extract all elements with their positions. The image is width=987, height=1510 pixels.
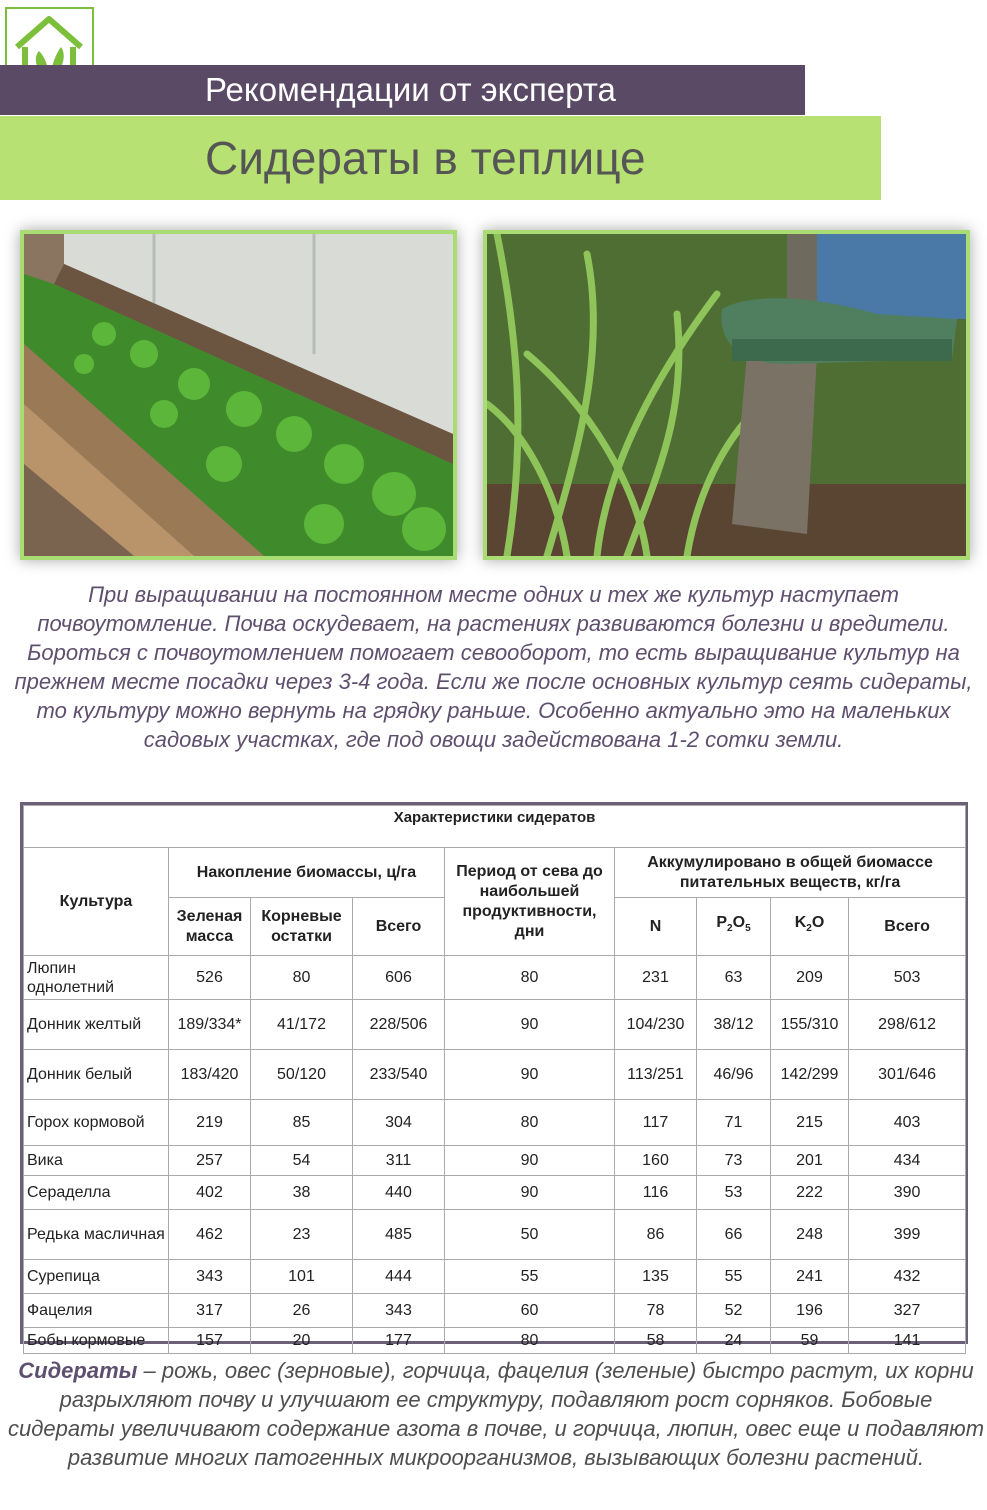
cell-total: 233/540 [353,1050,445,1100]
cell-name: Вика [24,1146,169,1176]
cell-green: 183/420 [169,1050,251,1100]
cell-sum: 390 [849,1176,966,1210]
cell-period: 60 [445,1294,615,1328]
cell-n: 86 [615,1210,697,1260]
cell-root: 41/172 [251,1000,353,1050]
greenhouse-seedlings-photo [20,230,457,560]
cell-name: Донник желтый [24,1000,169,1050]
col-p2o5: $P_2O_5$ [697,898,771,956]
cell-green: 257 [169,1146,251,1176]
boot-on-spade-photo [483,230,970,560]
col-green: Зеленая масса [169,898,251,956]
table-row [24,1294,966,1328]
table-row [24,1210,966,1260]
cell-period: 90 [445,1146,615,1176]
cell-p: 46/96 [697,1050,771,1100]
table-caption: Характеристики сидератов [24,806,966,848]
col-period: Период от сева до наибольшей продуктивности, дни [445,848,615,956]
cell-root: 38 [251,1176,353,1210]
cell-name: Горох кормовой [24,1100,169,1146]
cell-n: 78 [615,1294,697,1328]
cell-name: Сурепица [24,1260,169,1294]
cell-sum: 503 [849,956,966,1000]
cell-green: 189/334* [169,1000,251,1050]
cell-total: 304 [353,1100,445,1146]
cell-name: Редька масличная [24,1210,169,1260]
cell-k: 59 [771,1328,849,1354]
col-root: Корневые остатки [251,898,353,956]
cell-green: 219 [169,1100,251,1146]
cell-name: Сераделла [24,1176,169,1210]
col-total: Всего [353,898,445,956]
cell-green: 157 [169,1328,251,1354]
cell-total: 177 [353,1328,445,1354]
cell-total: 444 [353,1260,445,1294]
cell-n: 104/230 [615,1000,697,1050]
cell-total: 343 [353,1294,445,1328]
cell-name: Люпин однолетний [24,956,169,1000]
cell-n: 160 [615,1146,697,1176]
cell-sum: 298/612 [849,1000,966,1050]
table-row [24,1146,966,1176]
table-row [24,956,966,1000]
cell-n: 58 [615,1328,697,1354]
table-row [24,1000,966,1050]
table-row [24,1100,966,1146]
cell-period: 80 [445,1328,615,1354]
page-title: Сидераты в теплице [0,116,881,200]
cell-period: 80 [445,1100,615,1146]
cell-sum: 327 [849,1294,966,1328]
table-row [24,1050,966,1100]
cell-p: 38/12 [697,1000,771,1050]
intro-paragraph: При выращивании на постоянном месте одних и тех же культур наступает почвоутомление. Почва оскудевает, на растениях развиваются болезни и вредители. Бороться с почвоутомлением помогает севооборот, то есть выращивание культур на прежнем месте посадки через 3-4 года. Если же после основных культур сеять сидераты, то культуру можно вернуть на грядку раньше. Особенно актуально это на маленьких садовых участках, где под овощи задействована 1-2 сотки земли. [14,582,973,752]
cell-green: 343 [169,1260,251,1294]
cell-sum: 301/646 [849,1050,966,1100]
cell-green: 402 [169,1176,251,1210]
cell-p: 53 [697,1176,771,1210]
outro-paragraph [6,1356,986,1472]
subtitle-band: Рекомендации от эксперта [0,65,805,115]
outro-lead: Сидераты [18,1358,138,1383]
cell-total: 228/506 [353,1000,445,1050]
col-culture: Культура [24,848,169,956]
cell-name: Фацелия [24,1294,169,1328]
cell-n: 231 [615,956,697,1000]
cell-k: 248 [771,1210,849,1260]
cell-k: 155/310 [771,1000,849,1050]
cell-root: 20 [251,1328,353,1354]
cell-n: 117 [615,1100,697,1146]
cell-k: 209 [771,956,849,1000]
cell-k: 215 [771,1100,849,1146]
cell-p: 71 [697,1100,771,1146]
cell-p: 55 [697,1260,771,1294]
cell-root: 50/120 [251,1050,353,1100]
col-nutrients-total: Всего [849,898,966,956]
cell-period: 80 [445,956,615,1000]
cell-period: 55 [445,1260,615,1294]
cell-green: 526 [169,956,251,1000]
cell-sum: 403 [849,1100,966,1146]
cell-n: 113/251 [615,1050,697,1100]
table-row [24,1260,966,1294]
outro-text: – рожь, овес (зерновые), горчица, фацелия (зеленые) быстро растут, их корни разрыхляют почву и улучшают ее структуру, подавляют рост сорняков. Бобовые сидераты увеличивают содержание азота в почве, и горчица, люпин, овес еще и подавляют развитие многих патогенных микроорганизмов, вызывающих болезни растений. [7,1358,985,1470]
cell-root: 54 [251,1146,353,1176]
cell-p: 24 [697,1328,771,1354]
cell-root: 85 [251,1100,353,1146]
cell-p: 63 [697,956,771,1000]
cell-k: 196 [771,1294,849,1328]
cell-period: 50 [445,1210,615,1260]
cell-period: 90 [445,1176,615,1210]
cell-p: 66 [697,1210,771,1260]
cell-period: 90 [445,1000,615,1050]
cell-sum: 434 [849,1146,966,1176]
cell-n: 135 [615,1260,697,1294]
cell-name: Бобы кормовые [24,1328,169,1354]
cell-total: 440 [353,1176,445,1210]
cell-period: 90 [445,1050,615,1100]
cell-n: 116 [615,1176,697,1210]
cell-green: 462 [169,1210,251,1260]
characteristics-table [20,802,968,1349]
cell-total: 606 [353,956,445,1000]
cell-name: Донник белый [24,1050,169,1100]
cell-total: 485 [353,1210,445,1260]
cell-root: 80 [251,956,353,1000]
cell-p: 52 [697,1294,771,1328]
cell-total: 311 [353,1146,445,1176]
col-k2o: $K_2O$ [771,898,849,956]
cell-k: 201 [771,1146,849,1176]
cell-k: 241 [771,1260,849,1294]
cell-sum: 141 [849,1328,966,1354]
cell-sum: 399 [849,1210,966,1260]
cell-k: 142/299 [771,1050,849,1100]
col-group-biomass: Накопление биомассы, ц/га [169,848,445,898]
cell-sum: 432 [849,1260,966,1294]
cell-green: 317 [169,1294,251,1328]
cell-p: 73 [697,1146,771,1176]
table-row [24,1176,966,1210]
cell-root: 23 [251,1210,353,1260]
cell-root: 26 [251,1294,353,1328]
cell-k: 222 [771,1176,849,1210]
cell-root: 101 [251,1260,353,1294]
col-n: N [615,898,697,956]
col-group-nutrients: Аккумулировано в общей биомассе питательных веществ, кг/га [615,848,966,898]
table-row [24,1328,966,1354]
